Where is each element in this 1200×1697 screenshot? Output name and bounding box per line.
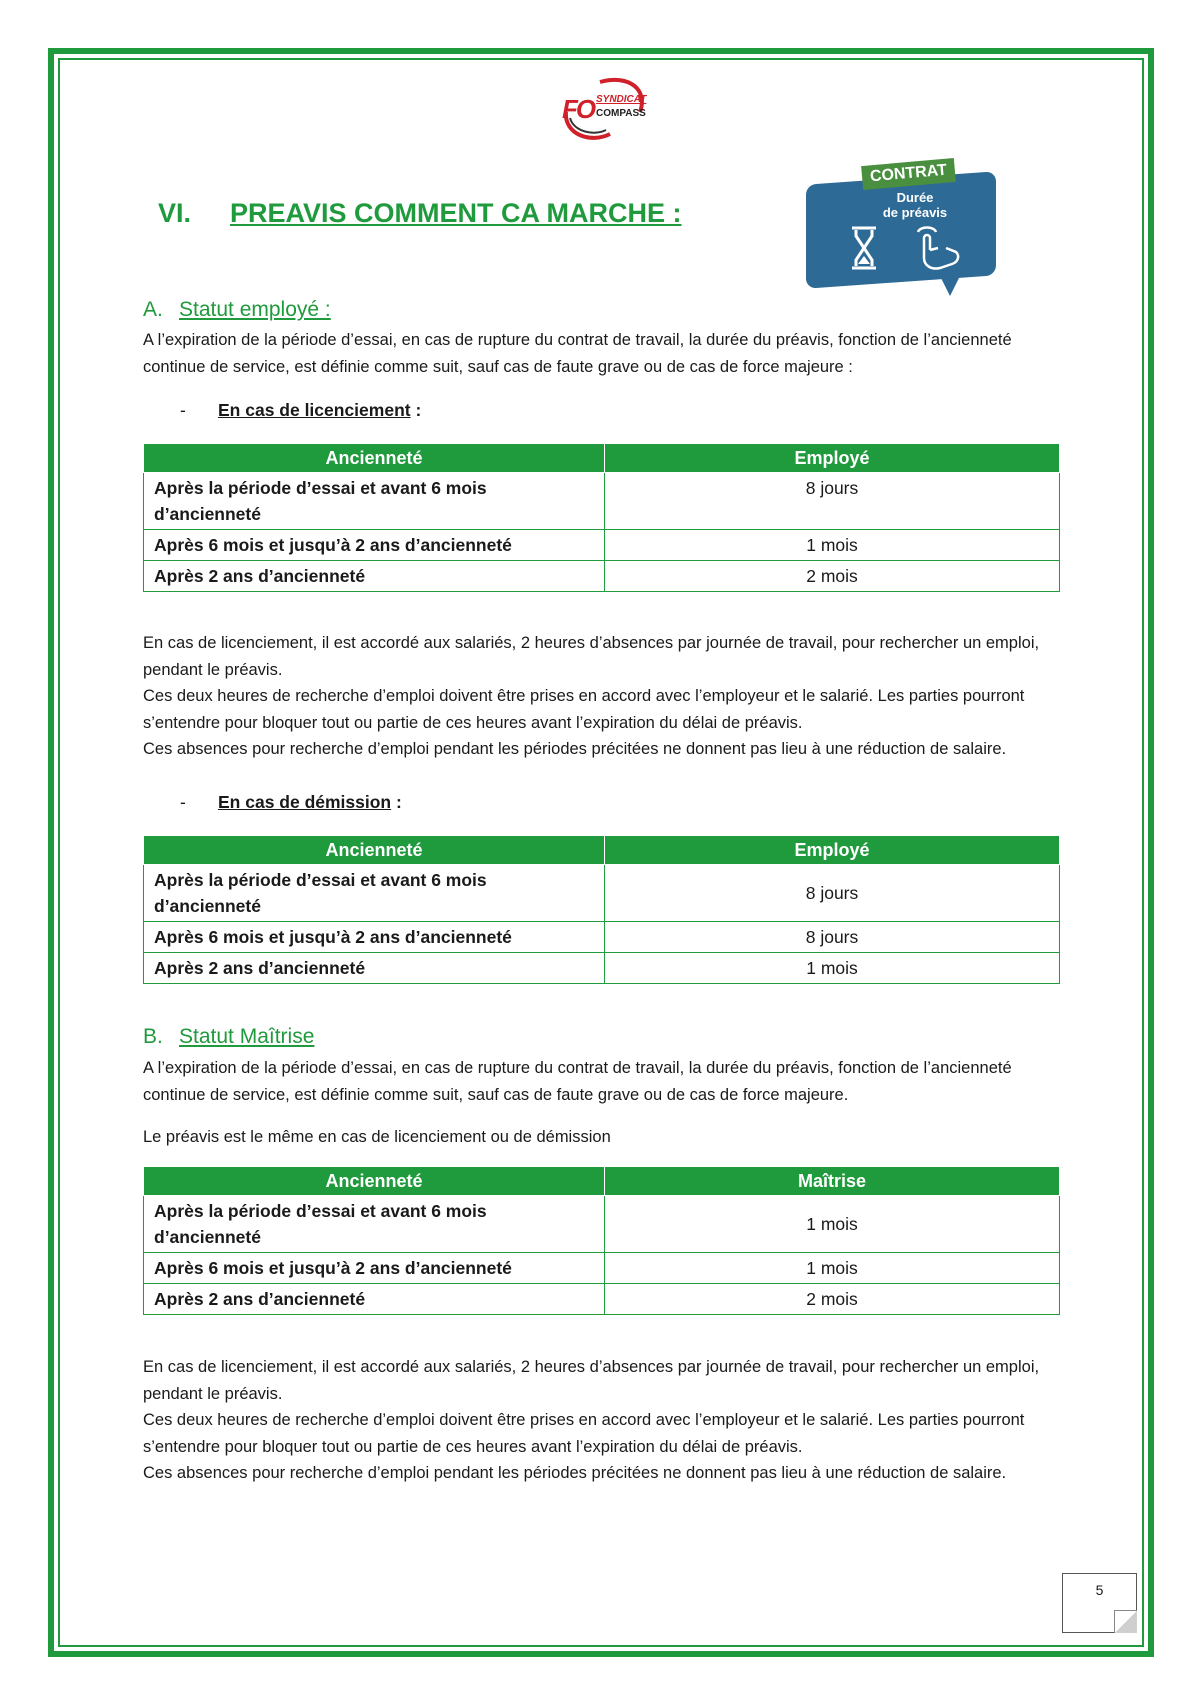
badge-tag: CONTRAT xyxy=(861,158,956,190)
demission-table xyxy=(143,835,1060,984)
section-a-intro: A l’expiration de la période d’essai, en cas de rupture du contrat de travail, la durée du préavis, fonction de l’ancienneté continue de service, est définie comme suit, sauf cas de faute grave ou de cas de force majeure : xyxy=(143,331,1012,376)
table-row xyxy=(144,530,1060,561)
duration-cell: 1 mois xyxy=(605,530,1060,561)
logo-syndicat-text: SYNDICAT xyxy=(596,94,647,105)
column-header-anciennete: Ancienneté xyxy=(144,1167,605,1196)
anciennete-cell: Après la période d’essai et avant 6 mois d’ancienneté xyxy=(144,865,605,922)
column-header-employe: Employé xyxy=(605,444,1060,473)
licenciement-label: En cas de licenciement xyxy=(218,400,411,420)
badge-subtitle xyxy=(860,190,970,220)
table-row xyxy=(144,865,1060,922)
heading-text: PREAVIS COMMENT CA MARCHE : xyxy=(230,198,682,228)
absence-paragraph: Ces deux heures de recherche d’emploi doivent être prises en accord avec l’employeur et le salarié. Les parties pourront s’entendre pour bloquer tout ou partie de ces heures avant l’expiration du délai de préavis. xyxy=(143,687,1025,732)
table-header-row xyxy=(144,444,1060,473)
section-b-letter: B. xyxy=(143,1025,163,1048)
column-header-maitrise: Maîtrise xyxy=(605,1167,1060,1196)
duration-cell: 8 jours xyxy=(605,473,1060,530)
section-a-letter: A. xyxy=(143,298,163,321)
section-b-title: Statut Maîtrise xyxy=(179,1025,315,1048)
bullet-dash: - xyxy=(180,792,186,812)
page-curl-icon xyxy=(1114,1610,1137,1633)
licenciement-bullet xyxy=(180,400,421,421)
contrat-duree-preavis-badge xyxy=(800,158,1000,298)
anciennete-cell: Après 2 ans d’ancienneté xyxy=(144,561,605,592)
section-a-heading xyxy=(143,298,331,322)
absence-paragraph: Ces deux heures de recherche d’emploi doivent être prises en accord avec l’employeur et le salarié. Les parties pourront s’entendre pour bloquer tout ou partie de ces heures avant l’expiration du délai de préavis. xyxy=(143,1411,1025,1456)
absence-paragraph: Ces absences pour recherche d’emploi pendant les périodes précitées ne donnent pas lieu à une réduction de salaire. xyxy=(143,740,1007,758)
demission-label: En cas de démission xyxy=(218,792,392,812)
demission-colon: : xyxy=(391,792,402,812)
bullet-dash: - xyxy=(180,400,186,420)
absence-paragraph: En cas de licenciement, il est accordé aux salariés, 2 heures d’absences par journée de travail, pour rechercher un emploi, pendant le préavis. xyxy=(143,1358,1040,1403)
section-b-absence-text xyxy=(143,1354,1063,1487)
column-header-anciennete: Ancienneté xyxy=(144,836,605,865)
duration-cell: 1 mois xyxy=(605,953,1060,984)
page-number: 5 xyxy=(1095,1582,1104,1598)
heading-number: VI. xyxy=(158,198,192,228)
section-a-absence-text xyxy=(143,630,1063,763)
demission-bullet xyxy=(180,792,402,813)
table-row xyxy=(144,473,1060,530)
duration-cell: 2 mois xyxy=(605,1284,1060,1315)
section-b-note: Le préavis est le même en cas de licenciement ou de démission xyxy=(143,1128,611,1146)
page-title xyxy=(158,198,682,229)
table-row xyxy=(144,1196,1060,1253)
licenciement-table xyxy=(143,443,1060,592)
absence-paragraph: En cas de licenciement, il est accordé aux salariés, 2 heures d’absences par journée de travail, pour rechercher un emploi, pendant le préavis. xyxy=(143,634,1040,679)
duration-cell: 2 mois xyxy=(605,561,1060,592)
duration-cell: 1 mois xyxy=(605,1253,1060,1284)
section-a-title: Statut employé : xyxy=(179,298,331,321)
anciennete-cell: Après 6 mois et jusqu’à 2 ans d’ancienneté xyxy=(144,922,605,953)
table-row xyxy=(144,1284,1060,1315)
table-row xyxy=(144,1253,1060,1284)
section-b-heading xyxy=(143,1025,314,1049)
table-row xyxy=(144,953,1060,984)
table-header-row xyxy=(144,836,1060,865)
table-row xyxy=(144,561,1060,592)
section-b-intro: A l’expiration de la période d’essai, en cas de rupture du contrat de travail, la durée du préavis, fonction de l’ancienneté continue de service, est définie comme suit, sauf cas de faute grave ou de cas de force majeure. xyxy=(143,1059,1012,1104)
fo-syndicat-logo xyxy=(560,72,646,146)
absence-paragraph: Ces absences pour recherche d’emploi pendant les périodes précitées ne donnent pas lieu à une réduction de salaire. xyxy=(143,1464,1007,1482)
table-header-row xyxy=(144,1167,1060,1196)
maitrise-table xyxy=(143,1166,1060,1315)
anciennete-cell: Après la période d’essai et avant 6 mois d’ancienneté xyxy=(144,1196,605,1253)
logo-fo-text: FO xyxy=(562,94,595,124)
anciennete-cell: Après 2 ans d’ancienneté xyxy=(144,953,605,984)
column-header-employe: Employé xyxy=(605,836,1060,865)
anciennete-cell: Après 6 mois et jusqu’à 2 ans d’ancienneté xyxy=(144,1253,605,1284)
column-header-anciennete: Ancienneté xyxy=(144,444,605,473)
duration-cell: 1 mois xyxy=(605,1196,1060,1253)
duration-cell: 8 jours xyxy=(605,865,1060,922)
anciennete-cell: Après la période d’essai et avant 6 mois d’ancienneté xyxy=(144,473,605,530)
anciennete-cell: Après 6 mois et jusqu’à 2 ans d’ancienneté xyxy=(144,530,605,561)
licenciement-colon: : xyxy=(410,400,422,420)
anciennete-cell: Après 2 ans d’ancienneté xyxy=(144,1284,605,1315)
table-row xyxy=(144,922,1060,953)
badge-line-2: de préavis xyxy=(882,205,948,220)
badge-line-1: Durée xyxy=(896,190,934,205)
duration-cell: 8 jours xyxy=(605,922,1060,953)
page-number-box xyxy=(1062,1573,1137,1633)
logo-compass-text: COMPASS xyxy=(596,108,646,119)
